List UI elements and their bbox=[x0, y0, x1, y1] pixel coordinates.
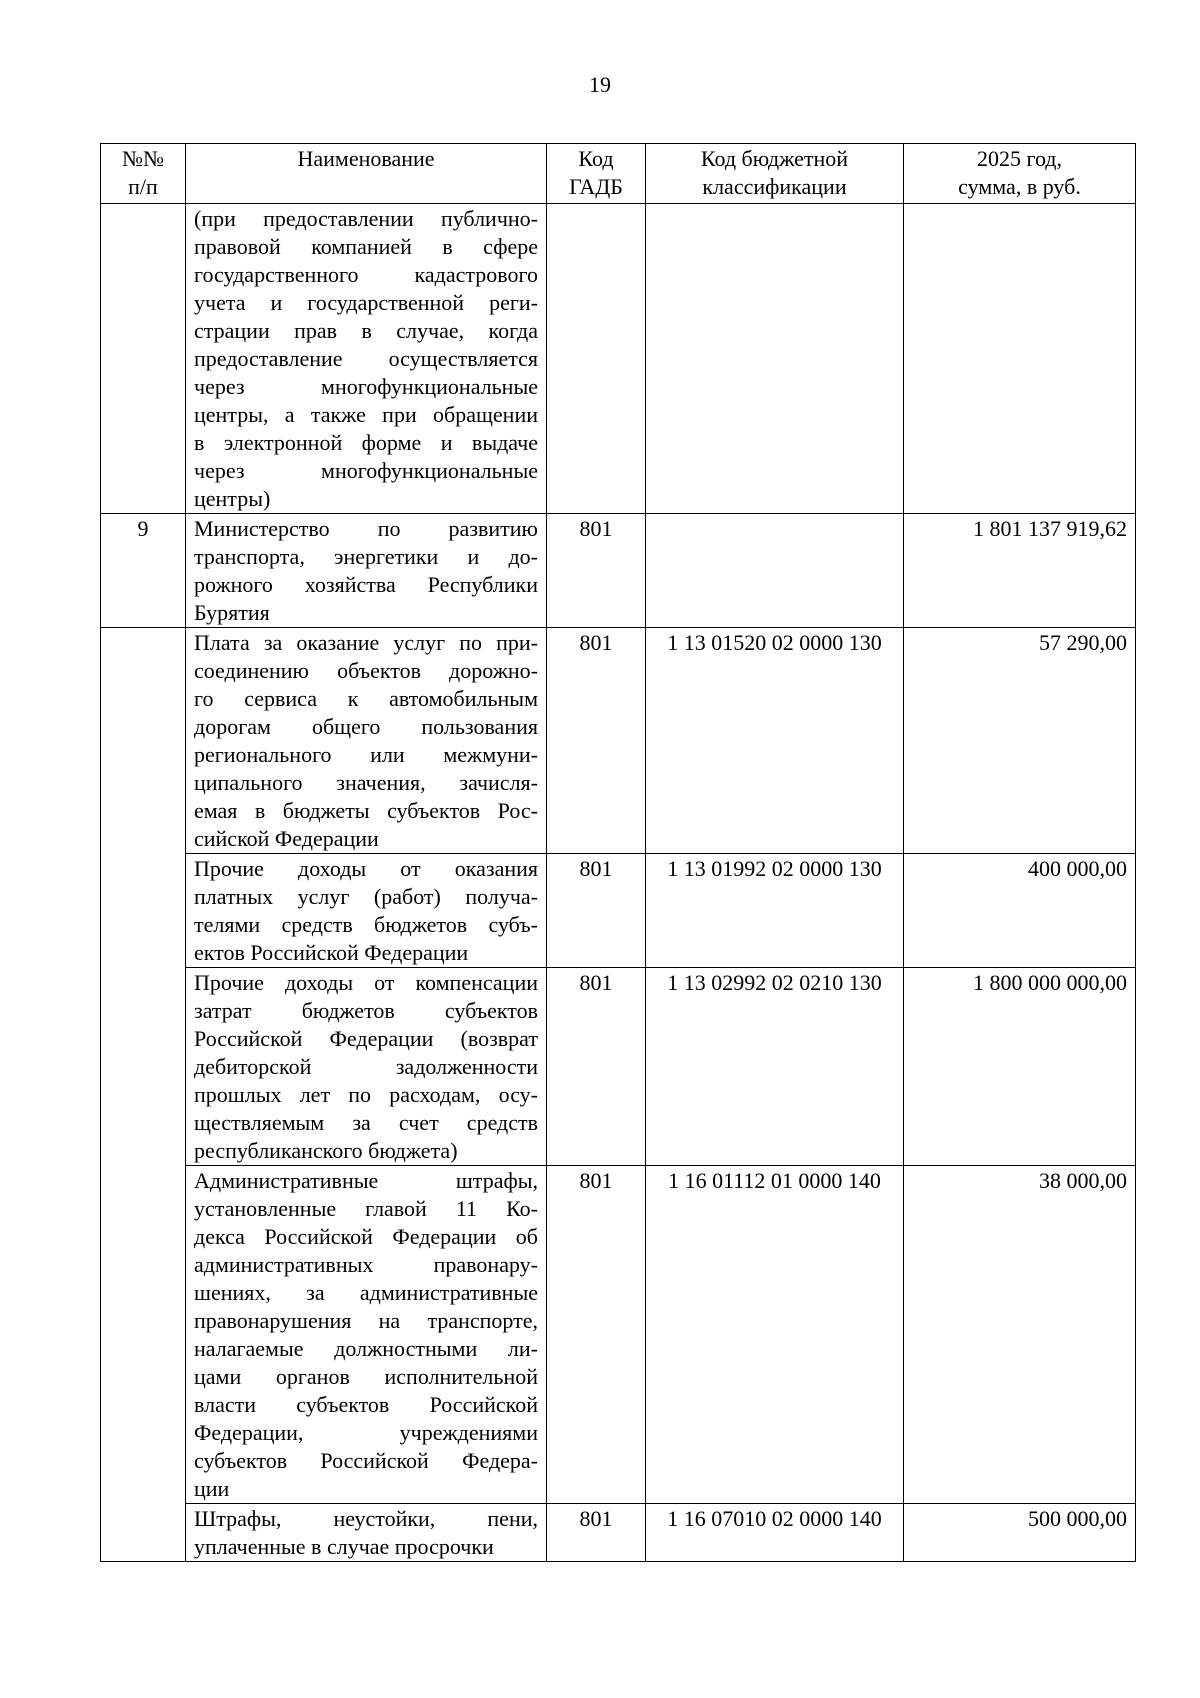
row-name-line: декса Российской Федерации об bbox=[194, 1224, 538, 1249]
row-kbk-cell bbox=[646, 514, 904, 628]
row-number-cell bbox=[101, 628, 186, 854]
row-name-line: установленные главой 11 Ко- bbox=[194, 1196, 538, 1221]
row-name-cell bbox=[186, 854, 547, 968]
row-name-line: страции прав в случае, когда bbox=[194, 318, 538, 343]
row-name-cell bbox=[186, 628, 547, 854]
row-name-line: республиканского бюджета) bbox=[194, 1138, 458, 1163]
row-name-line: налагаемые должностными ли- bbox=[194, 1336, 538, 1361]
row-name-line: (при предоставлении публично- bbox=[194, 206, 538, 231]
row-name-line: уплаченные в случае просрочки bbox=[194, 1534, 494, 1559]
row-kbk-cell: 1 13 01520 02 0000 130 bbox=[646, 628, 904, 854]
row-name-line: ектов Российской Федерации bbox=[194, 940, 469, 965]
header-sum-line: 2025 год, bbox=[976, 146, 1063, 171]
header-kbk-line: классификации bbox=[702, 174, 847, 199]
header-sum bbox=[904, 144, 1136, 204]
row-kbk-cell: 1 16 01112 01 0000 140 bbox=[646, 1166, 904, 1504]
row-name-line: дебиторской задолженности bbox=[194, 1054, 538, 1079]
row-name-line: Административные штрафы, bbox=[194, 1168, 538, 1193]
row-name-line: Штрафы, неустойки, пени, bbox=[194, 1506, 538, 1531]
row-name-line: Прочие доходы от компенсации bbox=[194, 970, 538, 995]
row-name-line: емая в бюджеты субъектов Рос- bbox=[194, 798, 538, 823]
row-number-cell: 9 bbox=[101, 514, 186, 628]
row-kbk-cell: 1 13 01992 02 0000 130 bbox=[646, 854, 904, 968]
row-name-line: через многофункциональные bbox=[194, 458, 538, 483]
header-num bbox=[101, 144, 186, 204]
row-gadb-cell: 801 bbox=[547, 854, 646, 968]
header-num-line: №№ bbox=[122, 146, 164, 171]
row-name-line: ципального значения, зачисля- bbox=[194, 770, 538, 795]
row-number-cell bbox=[101, 968, 186, 1166]
row-name-cell bbox=[186, 1504, 547, 1562]
row-gadb-cell: 801 bbox=[547, 1504, 646, 1562]
row-name-line: соединению объектов дорожно- bbox=[194, 658, 538, 683]
row-name-line: правонарушения на транспорте, bbox=[194, 1308, 538, 1333]
row-name-line: предоставление осуществляется bbox=[194, 346, 538, 371]
row-number-cell bbox=[101, 204, 186, 514]
row-gadb-cell: 801 bbox=[547, 514, 646, 628]
table-row bbox=[101, 1504, 1136, 1562]
header-name-line: Наименование bbox=[297, 146, 435, 171]
row-number-cell bbox=[101, 854, 186, 968]
row-name-line: шениях, за административные bbox=[194, 1280, 538, 1305]
row-name-line: ции bbox=[194, 1476, 230, 1501]
row-sum-cell: 500 000,00 bbox=[904, 1504, 1136, 1562]
table-row bbox=[101, 968, 1136, 1166]
row-sum-cell: 400 000,00 bbox=[904, 854, 1136, 968]
row-name-line: через многофункциональные bbox=[194, 374, 538, 399]
row-name-line: го сервиса к автомобильным bbox=[194, 686, 538, 711]
header-num-line: п/п bbox=[128, 174, 158, 199]
row-gadb-cell bbox=[547, 204, 646, 514]
row-name-line: в электронной форме и выдаче bbox=[194, 430, 538, 455]
row-name-line: Прочие доходы от оказания bbox=[194, 856, 538, 881]
row-name-line: правовой компанией в сфере bbox=[194, 234, 538, 259]
row-gadb-cell: 801 bbox=[547, 968, 646, 1166]
row-name-line: прошлых лет по расходам, осу- bbox=[194, 1082, 538, 1107]
header-gadb bbox=[547, 144, 646, 204]
row-sum-cell bbox=[904, 204, 1136, 514]
row-number-cell bbox=[101, 1166, 186, 1504]
row-sum-cell: 38 000,00 bbox=[904, 1166, 1136, 1504]
row-kbk-cell bbox=[646, 204, 904, 514]
row-name-line: административных правонару- bbox=[194, 1252, 538, 1277]
table-row bbox=[101, 514, 1136, 628]
row-name-line: дорогам общего пользования bbox=[194, 714, 538, 739]
table-header-row bbox=[101, 144, 1136, 204]
row-name-line: государственного кадастрового bbox=[194, 262, 538, 287]
row-name-cell bbox=[186, 968, 547, 1166]
header-gadb-line: Код bbox=[578, 146, 614, 171]
row-gadb-cell: 801 bbox=[547, 628, 646, 854]
row-name-line: рожного хозяйства Республики bbox=[194, 572, 538, 597]
row-name-cell bbox=[186, 204, 547, 514]
row-name-line: Федерации, учреждениями bbox=[194, 1420, 538, 1445]
row-name-line: центры) bbox=[194, 486, 271, 511]
row-name-line: власти субъектов Российской bbox=[194, 1392, 538, 1417]
row-name-line: транспорта, энергетики и до- bbox=[194, 544, 538, 569]
row-name-line: платных услуг (работ) получа- bbox=[194, 884, 538, 909]
row-name-line: учета и государственной реги- bbox=[194, 290, 538, 315]
table-row bbox=[101, 1166, 1136, 1504]
row-number-cell bbox=[101, 1504, 186, 1562]
row-name-line: центры, а также при обращении bbox=[194, 402, 538, 427]
row-name-cell bbox=[186, 1166, 547, 1504]
row-kbk-cell: 1 13 02992 02 0210 130 bbox=[646, 968, 904, 1166]
row-name-line: затрат бюджетов субъектов bbox=[194, 998, 538, 1023]
table-row bbox=[101, 854, 1136, 968]
row-name-line: Министерство по развитию bbox=[194, 516, 538, 541]
header-kbk-line: Код бюджетной bbox=[700, 146, 849, 171]
row-kbk-cell: 1 16 07010 02 0000 140 bbox=[646, 1504, 904, 1562]
header-gadb-line: ГАДБ bbox=[569, 174, 623, 199]
row-name-line: Бурятия bbox=[194, 600, 270, 625]
row-name-line: регионального или межмуни- bbox=[194, 742, 538, 767]
row-name-line: ществляемым за счет средств bbox=[194, 1110, 538, 1135]
revenue-table bbox=[100, 143, 1136, 1562]
row-name-line: субъектов Российской Федера- bbox=[194, 1448, 538, 1473]
table-row bbox=[101, 204, 1136, 514]
row-sum-cell: 57 290,00 bbox=[904, 628, 1136, 854]
row-sum-cell: 1 800 000 000,00 bbox=[904, 968, 1136, 1166]
row-name-line: Российской Федерации (возврат bbox=[194, 1026, 538, 1051]
row-name-line: Плата за оказание услуг по при- bbox=[194, 630, 538, 655]
table-row bbox=[101, 628, 1136, 854]
row-name-cell bbox=[186, 514, 547, 628]
row-name-line: сийской Федерации bbox=[194, 826, 379, 851]
page-number: 19 bbox=[589, 72, 611, 97]
row-name-line: телями средств бюджетов субъ- bbox=[194, 912, 538, 937]
row-gadb-cell: 801 bbox=[547, 1166, 646, 1504]
row-sum-cell: 1 801 137 919,62 bbox=[904, 514, 1136, 628]
table-body bbox=[101, 204, 1136, 1562]
header-sum-line: сумма, в руб. bbox=[958, 174, 1081, 199]
row-name-line: цами органов исполнительной bbox=[194, 1364, 538, 1389]
header-kbk bbox=[646, 144, 904, 204]
header-name bbox=[186, 144, 547, 204]
